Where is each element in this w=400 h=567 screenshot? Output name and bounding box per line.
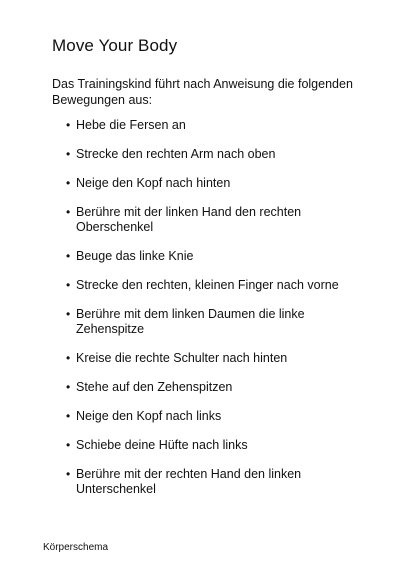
exercise-text: Strecke den rechten Arm nach oben: [76, 147, 276, 161]
bullet-icon: •: [66, 467, 71, 481]
exercise-text: Berühre mit dem linken Daumen die linke Zehenspitze: [76, 307, 305, 336]
list-item: [66, 438, 366, 453]
exercise-text: Strecke den rechten, kleinen Finger nach vorne: [76, 278, 339, 292]
bullet-icon: •: [66, 438, 71, 452]
bullet-icon: •: [66, 249, 71, 263]
bullet-icon: •: [66, 147, 71, 161]
footer-label: Körperschema: [43, 542, 109, 553]
list-item: [66, 249, 366, 264]
exercise-text: Neige den Kopf nach links: [76, 409, 222, 423]
bullet-icon: •: [66, 351, 71, 365]
list-item: [66, 176, 366, 191]
exercise-text: Beuge das linke Knie: [76, 249, 194, 263]
list-item: [66, 307, 366, 337]
exercise-text: Neige den Kopf nach hinten: [76, 176, 231, 190]
exercise-text: Stehe auf den Zehenspitzen: [76, 380, 233, 394]
intro-text: Das Trainingskind führt nach Anweisung die folgenden Bewegungen aus:: [52, 77, 353, 107]
bullet-icon: •: [66, 278, 71, 292]
exercise-text: Hebe die Fersen an: [76, 118, 186, 132]
exercise-text: Berühre mit der rechten Hand den linken Unterschenkel: [76, 467, 302, 496]
list-item: [66, 118, 366, 133]
bullet-icon: •: [66, 409, 71, 423]
bullet-icon: •: [66, 380, 71, 394]
bullet-icon: •: [66, 176, 71, 190]
exercise-text: Berühre mit der linken Hand den rechten Oberschenkel: [76, 205, 302, 234]
list-item: [66, 147, 366, 162]
page-title: Move Your Body: [52, 36, 178, 55]
exercise-list: [66, 118, 366, 511]
list-item: [66, 351, 366, 366]
bullet-icon: •: [66, 205, 71, 219]
exercise-text: Schiebe deine Hüfte nach links: [76, 438, 248, 452]
bullet-icon: •: [66, 118, 71, 132]
list-item: [66, 467, 366, 497]
list-item: [66, 205, 366, 235]
bullet-icon: •: [66, 307, 71, 321]
list-item: [66, 278, 366, 293]
list-item: [66, 380, 366, 395]
list-item: [66, 409, 366, 424]
exercise-text: Kreise die rechte Schulter nach hinten: [76, 351, 288, 365]
